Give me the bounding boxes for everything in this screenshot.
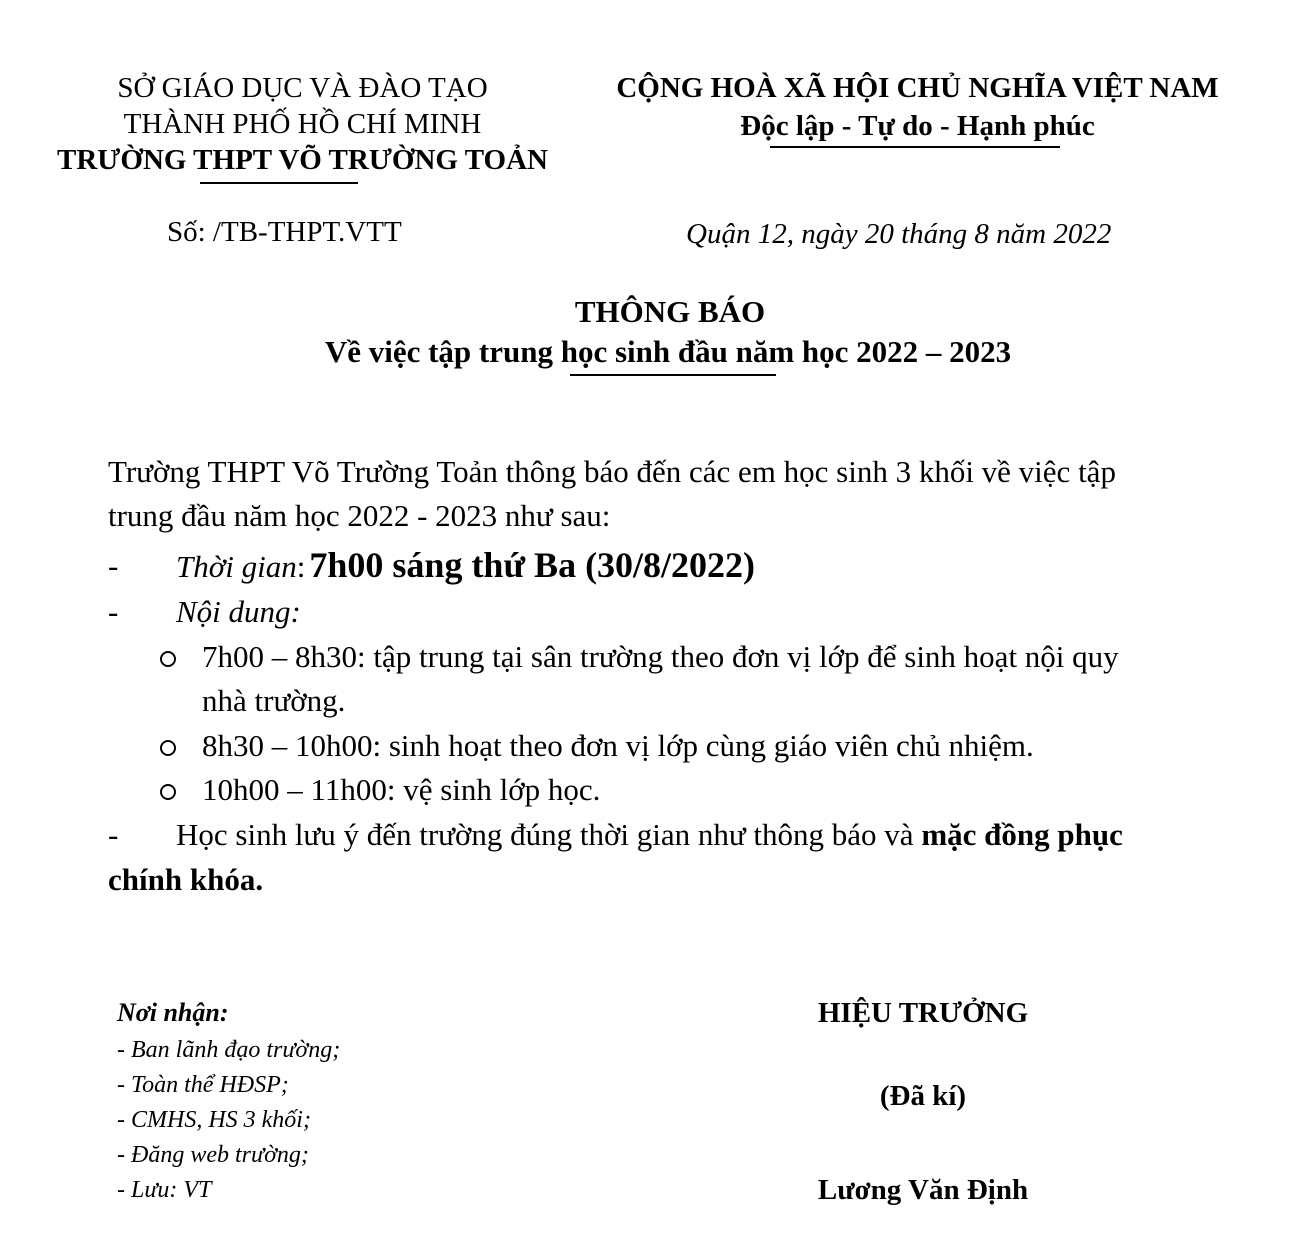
recipient-item: - CMHS, HS 3 khối; bbox=[117, 1107, 311, 1133]
bullet-circle-icon bbox=[160, 784, 176, 805]
content-label: Nội dung: bbox=[176, 594, 301, 629]
header-country: CỘNG HOÀ XÃ HỘI CHỦ NGHĨA VIỆT NAM bbox=[616, 72, 1219, 104]
content-dash: - bbox=[108, 594, 119, 629]
recipients-heading: Nơi nhận: bbox=[117, 998, 229, 1027]
recipient-item: - Ban lãnh đạo trường; bbox=[117, 1037, 341, 1063]
note-emphasis: mặc đồng phục bbox=[921, 817, 1123, 852]
item-1-line-2: nhà trường. bbox=[202, 683, 346, 718]
recipient-item: - Toàn thể HĐSP; bbox=[117, 1072, 289, 1098]
title-underline bbox=[570, 374, 776, 376]
time-dash: - bbox=[108, 548, 119, 583]
notice-title: THÔNG BÁO bbox=[574, 294, 766, 329]
note-line-1 bbox=[176, 813, 1123, 857]
time-row bbox=[176, 542, 755, 596]
item-3: 10h00 – 11h00: vệ sinh lớp học. bbox=[202, 772, 601, 807]
time-separator: : bbox=[296, 549, 306, 584]
header-motto: Độc lập - Tự do - Hạnh phúc bbox=[740, 110, 1095, 142]
bullet-circle-icon bbox=[160, 651, 176, 672]
item-2: 8h30 – 10h00: sinh hoạt theo đơn vị lớp cùng giáo viên chủ nhiệm. bbox=[202, 728, 1034, 763]
recipient-item: - Lưu: VT bbox=[117, 1177, 212, 1203]
note-text: Học sinh lưu ý đến trường đúng thời gian như thông báo và bbox=[176, 817, 922, 852]
document-number: Số: /TB-THPT.VTT bbox=[167, 216, 402, 248]
header-school-name: TRƯỜNG THPT VÕ TRƯỜNG TOẢN bbox=[57, 144, 548, 176]
bullet-circle-icon bbox=[160, 740, 176, 761]
place-date: Quận 12, ngày 20 tháng 8 năm 2022 bbox=[686, 218, 1112, 250]
time-value: 7h00 sáng thứ Ba (30/8/2022) bbox=[309, 545, 756, 585]
header-right-underline bbox=[770, 146, 1060, 148]
note-line-2: chính khóa. bbox=[108, 862, 264, 897]
intro-line-1: Trường THPT Võ Trường Toản thông báo đến các em học sinh 3 khối về việc tập bbox=[108, 454, 1116, 489]
header-left-underline bbox=[200, 182, 358, 184]
item-1-line-1: 7h00 – 8h30: tập trung tại sân trường theo đơn vị lớp để sinh hoạt nội quy bbox=[202, 639, 1119, 674]
header-city: THÀNH PHỐ HỒ CHÍ MINH bbox=[123, 108, 482, 140]
note-dash: - bbox=[108, 817, 119, 852]
signature-status: (Đã kí) bbox=[879, 1080, 967, 1112]
header-department: SỞ GIÁO DỤC VÀ ĐÀO TẠO bbox=[117, 72, 488, 104]
recipient-item: - Đăng web trường; bbox=[117, 1142, 309, 1168]
signatory-name: Lương Văn Định bbox=[817, 1174, 1029, 1206]
intro-line-2: trung đầu năm học 2022 - 2023 như sau: bbox=[108, 498, 611, 533]
signature-title: HIỆU TRƯỞNG bbox=[817, 997, 1029, 1029]
time-label: Thời gian bbox=[176, 549, 297, 584]
notice-subject: Về việc tập trung học sinh đầu năm học 2022 – 2023 bbox=[324, 334, 1012, 369]
